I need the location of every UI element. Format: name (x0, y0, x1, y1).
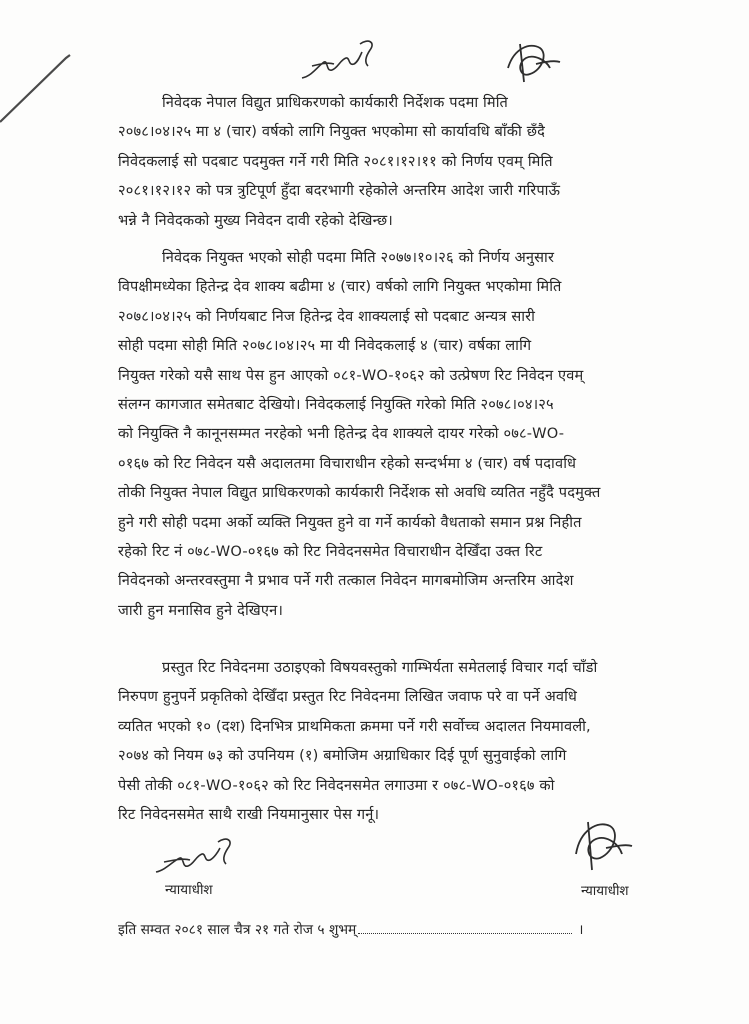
text-line: नियुक्त गरेको यसै साथ पेस हुन आएको ०८१-WO-१०६२ को उत्प्रेषण रिट निवेदन एवम् (118, 366, 584, 384)
left-judge-signature (150, 836, 250, 882)
text-line: निरुपण हुनुपर्ने प्रकृतिको देखिँदा प्रस्तुत रिट निवेदनमा लिखित जवाफ परे वा पर्ने अवधि (118, 688, 578, 706)
text-line: सोही पदमा सोही मिति २०७८।०४।२५ मा यी निवेदकलाई ४ (चार) वर्षका लागि (118, 337, 532, 355)
text-line: जारी हुन मनासिव हुने देखिएन। (118, 601, 283, 619)
text-line: भन्ने नै निवेदकको मुख्य निवेदन दावी रहेको देखिन्छ। (118, 211, 393, 229)
text-line: तोकी नियुक्त नेपाल विद्युत प्राधिकरणको कार्यकारी निर्देशक सो अवधि व्यतित नहुँदै पदमुक्त (118, 484, 601, 502)
text-line: ०१६७ को रिट निवेदन यसै अदालतमा विचाराधीन रहेको सन्दर्भमा ४ (चार) वर्ष पदावधि (118, 454, 577, 472)
text-line: व्यतित भएको १० (दश) दिनभित्र प्राथमिकता क्रममा पर्ने गरी सर्वोच्च अदालत नियमावली, (118, 717, 591, 735)
text-line: को नियुक्ति नै कानूनसम्मत नरहेको भनी हितेन्द्र देव शाक्यले दायर गरेको ०७८-WO- (118, 425, 565, 443)
text-line: प्रस्तुत रिट निवेदनमा उठाइएको विषयवस्तुको गाम्भिर्यता समेतलाई विचार गर्दा चाँडो (162, 659, 598, 676)
text-line: २०७८।०४।२५ मा ४ (चार) वर्षको लागि नियुक्त भएकोमा सो कार्यावधि बाँकी छँदै (118, 123, 545, 141)
footer-date-line (118, 920, 708, 939)
text-line: निवेदक नियुक्त भएको सोही पदमा मिति २०७७।१०।२६ को निर्णय अनुसार (162, 249, 555, 266)
paragraph-petition-summary (118, 88, 700, 235)
text-line: रहेको रिट नं ०७८-WO-०१६७ को रिट निवेदनसमेत विचाराधीन देखिँदा उक्त रिट (118, 543, 543, 561)
right-judge-signature (566, 814, 640, 878)
text-line: २०७४ को नियम ७३ को उपनियम (१) बमोजिम अग्राधिकार दिई पूर्ण सुनुवाईको लागि (118, 747, 567, 765)
text-line: विपक्षीमध्येका हितेन्द्र देव शाक्य बढीमा ४ (चार) वर्षको लागि नियुक्त भएकोमा मिति (118, 278, 562, 296)
text-line: पेसी तोकी ०८१-WO-१०६२ को रिट निवेदनसमेत लगाउमा र ०७८-WO-०१६७ को (118, 776, 555, 794)
footer-date-text: इति सम्वत २०८१ साल चैत्र २१ गते रोज ५ शुभम् (118, 922, 357, 938)
top-right-initial-signature (500, 38, 570, 88)
text-line: हुने गरी सोही पदमा अर्को व्यक्ति नियुक्त हुने वा गर्ने कार्यको वैधताको समान प्रश्न निहीत (118, 513, 582, 531)
paragraph-court-reasoning (118, 243, 700, 625)
text-line: २०८१।१२।१२ को पत्र त्रुटिपूर्ण हुँदा बदरभागी रहेकोले अन्तरिम आदेश जारी गरिपाऊँ (118, 182, 561, 200)
text-line: संलग्न कागजात समेतबाट देखियो। निवेदकलाई नियुक्ति गरेको मिति २०७८।०४।२५ (118, 396, 554, 414)
text-line: रिट निवेदनसमेत साथै राखी नियमानुसार पेस गर्नू। (118, 806, 380, 824)
footer-end-mark: । (578, 922, 584, 938)
text-line: निवेदक नेपाल विद्युत प्राधिकरणको कार्यकारी निर्देशक पदमा मिति (162, 94, 508, 111)
paragraph-court-order (118, 653, 700, 829)
text-line: निवेदकलाई सो पदबाट पदमुक्त गर्ने गरी मिति २०८१।१२।११ को निर्णय एवम् मिति (118, 152, 553, 170)
text-line: निवेदनको अन्तरवस्तुमा नै प्रभाव पर्ने गरी तत्काल निवेदन मागबमोजिम अन्तरिम आदेश (118, 572, 574, 590)
dotted-line (358, 933, 572, 934)
text-line: २०७८।०४।२५ को निर्णयबाट निज हितेन्द्र देव शाक्यलाई सो पदबाट अन्यत्र सारी (118, 307, 536, 325)
right-judge-title: न्यायाधीश (581, 883, 629, 899)
left-judge-title: न्यायाधीश (165, 882, 213, 898)
top-left-initial-signature (298, 36, 388, 86)
